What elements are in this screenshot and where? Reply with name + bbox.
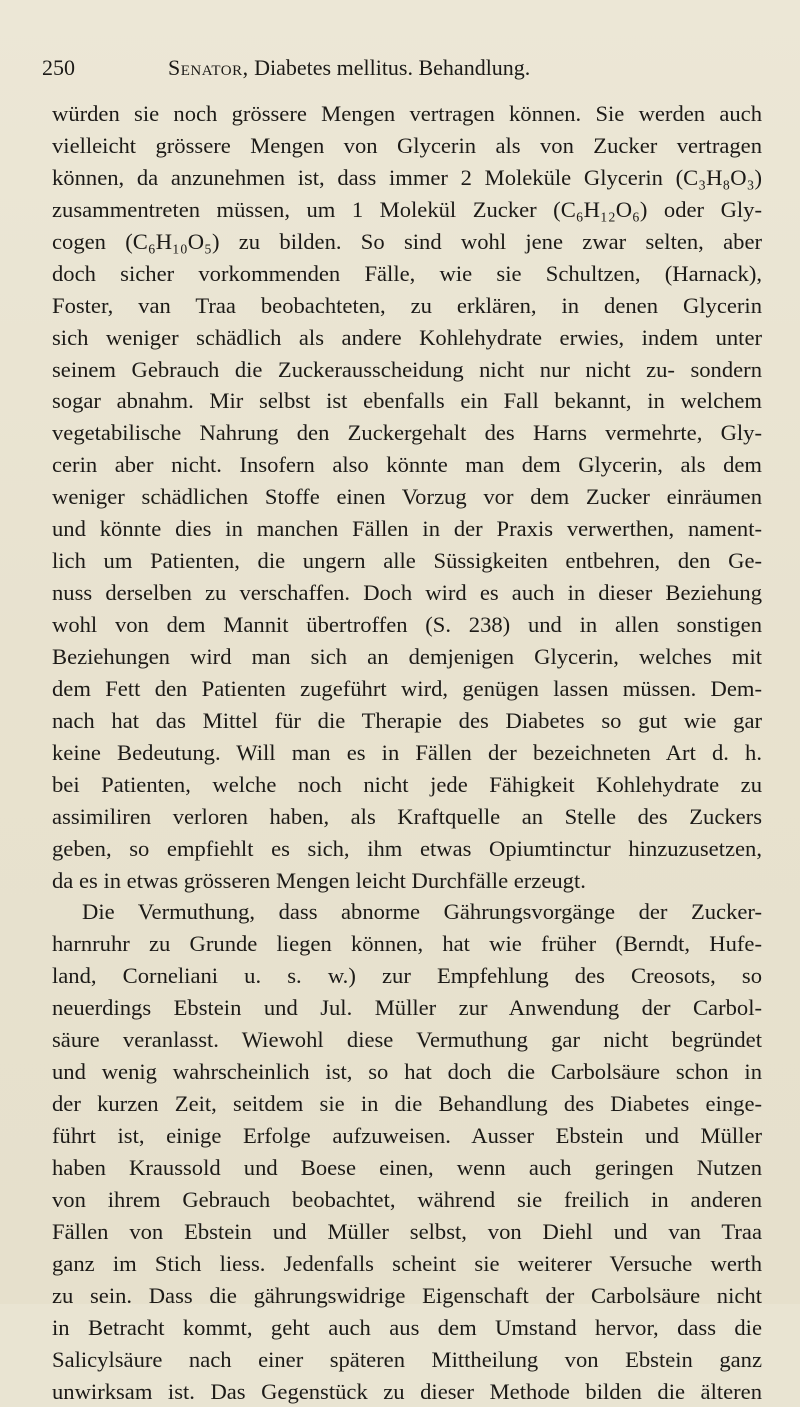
text-line: vegetabilische Nahrung den Zuckergehalt des Harns vermehrte, Gly- [52, 417, 762, 449]
text-line: sogar abnahm. Mir selbst ist ebenfalls ein Fall bekannt, in welchem [52, 385, 762, 417]
text-line: da es in etwas grösseren Mengen leicht Durchfälle erzeugt. [52, 865, 762, 897]
text-line: geben, so empfiehlt es sich, ihm etwas Opiumtinctur hinzuzusetzen, [52, 833, 762, 865]
text-line: nuss derselben zu verschaffen. Doch wird es auch in dieser Beziehung [52, 577, 762, 609]
text-line: neuerdings Ebstein und Jul. Müller zur Anwendung der Carbol- [52, 992, 762, 1024]
text-line: keine Bedeutung. Will man es in Fällen der bezeichneten Art d. h. [52, 737, 762, 769]
text-line: führt ist, einige Erfolge aufzuweisen. Ausser Ebstein und Müller [52, 1120, 762, 1152]
text-line: cogen (C₆H₁₀O₅) zu bilden. So sind wohl jene zwar selten, aber [52, 226, 762, 258]
text-line: von ihrem Gebrauch beobachtet, während sie freilich in anderen [52, 1184, 762, 1216]
text-line: bei Patienten, welche noch nicht jede Fähigkeit Kohlehydrate zu [52, 769, 762, 801]
running-head-title [168, 50, 530, 86]
text-line: Die Vermuthung, dass abnorme Gährungsvorgänge der Zucker- [52, 896, 762, 928]
text-line: dem Fett den Patienten zugeführt wird, genügen lassen müssen. Dem- [52, 673, 762, 705]
text-line: harnruhr zu Grunde liegen können, hat wie früher (Berndt, Hufe- [52, 928, 762, 960]
text-line: lich um Patienten, die ungern alle Süssigkeiten entbehren, den Ge- [52, 545, 762, 577]
header-author: Senator, [168, 55, 249, 80]
body-text [52, 98, 762, 1407]
text-line: land, Corneliani u. s. w.) zur Empfehlung des Creosots, so [52, 960, 762, 992]
text-line: seinem Gebrauch die Zuckerausscheidung nicht nur nicht zu- sondern [52, 354, 762, 386]
text-line: und könnte dies in manchen Fällen in der Praxis verwerthen, nament- [52, 513, 762, 545]
text-line: Fällen von Ebstein und Müller selbst, von Diehl und van Traa [52, 1216, 762, 1248]
text-line: Beziehungen wird man sich an demjenigen Glycerin, welches mit [52, 641, 762, 673]
text-line: vielleicht grössere Mengen von Glycerin als von Zucker vertragen [52, 130, 762, 162]
text-line: assimiliren verloren haben, als Kraftquelle an Stelle des Zuckers [52, 801, 762, 833]
text-line: Foster, van Traa beobachteten, zu erklären, in denen Glycerin [52, 290, 762, 322]
text-line: würden sie noch grössere Mengen vertragen können. Sie werden auch [52, 98, 762, 130]
text-line: säure veranlasst. Wiewohl diese Vermuthung gar nicht begründet [52, 1024, 762, 1056]
text-line: zu sein. Dass die gährungswidrige Eigenschaft der Carbolsäure nicht [52, 1280, 762, 1312]
text-line: in Betracht kommt, geht auch aus dem Umstand hervor, dass die [52, 1312, 762, 1344]
text-line: ganz im Stich liess. Jedenfalls scheint sie weiterer Versuche werth [52, 1248, 762, 1280]
text-line: und wenig wahrscheinlich ist, so hat doch die Carbolsäure schon in [52, 1056, 762, 1088]
text-line: unwirksam ist. Das Gegenstück zu dieser Methode bilden die älteren [52, 1376, 762, 1407]
running-header [42, 50, 758, 86]
text-line: der kurzen Zeit, seitdem sie in die Behandlung des Diabetes einge- [52, 1088, 762, 1120]
text-line: nach hat das Mittel für die Therapie des Diabetes so gut wie gar [52, 705, 762, 737]
text-line: wohl von dem Mannit übertroffen (S. 238) und in allen sonstigen [52, 609, 762, 641]
text-line: zusammentreten müssen, um 1 Molekül Zucker (C₆H₁₂O₆) oder Gly- [52, 194, 762, 226]
text-line: cerin aber nicht. Insofern also könnte man dem Glycerin, als dem [52, 449, 762, 481]
page-number: 250 [42, 50, 75, 86]
header-title: Diabetes mellitus. Behandlung. [254, 55, 530, 80]
text-line: Salicylsäure nach einer späteren Mittheilung von Ebstein ganz [52, 1344, 762, 1376]
text-line: können, da anzunehmen ist, dass immer 2 Moleküle Glycerin (C₃H₈O₃) [52, 162, 762, 194]
text-line: weniger schädlichen Stoffe einen Vorzug vor dem Zucker einräumen [52, 481, 762, 513]
text-line: doch sicher vorkommenden Fälle, wie sie Schultzen, (Harnack), [52, 258, 762, 290]
text-line: sich weniger schädlich als andere Kohlehydrate erwies, indem unter [52, 322, 762, 354]
text-line: haben Kraussold und Boese einen, wenn auch geringen Nutzen [52, 1152, 762, 1184]
